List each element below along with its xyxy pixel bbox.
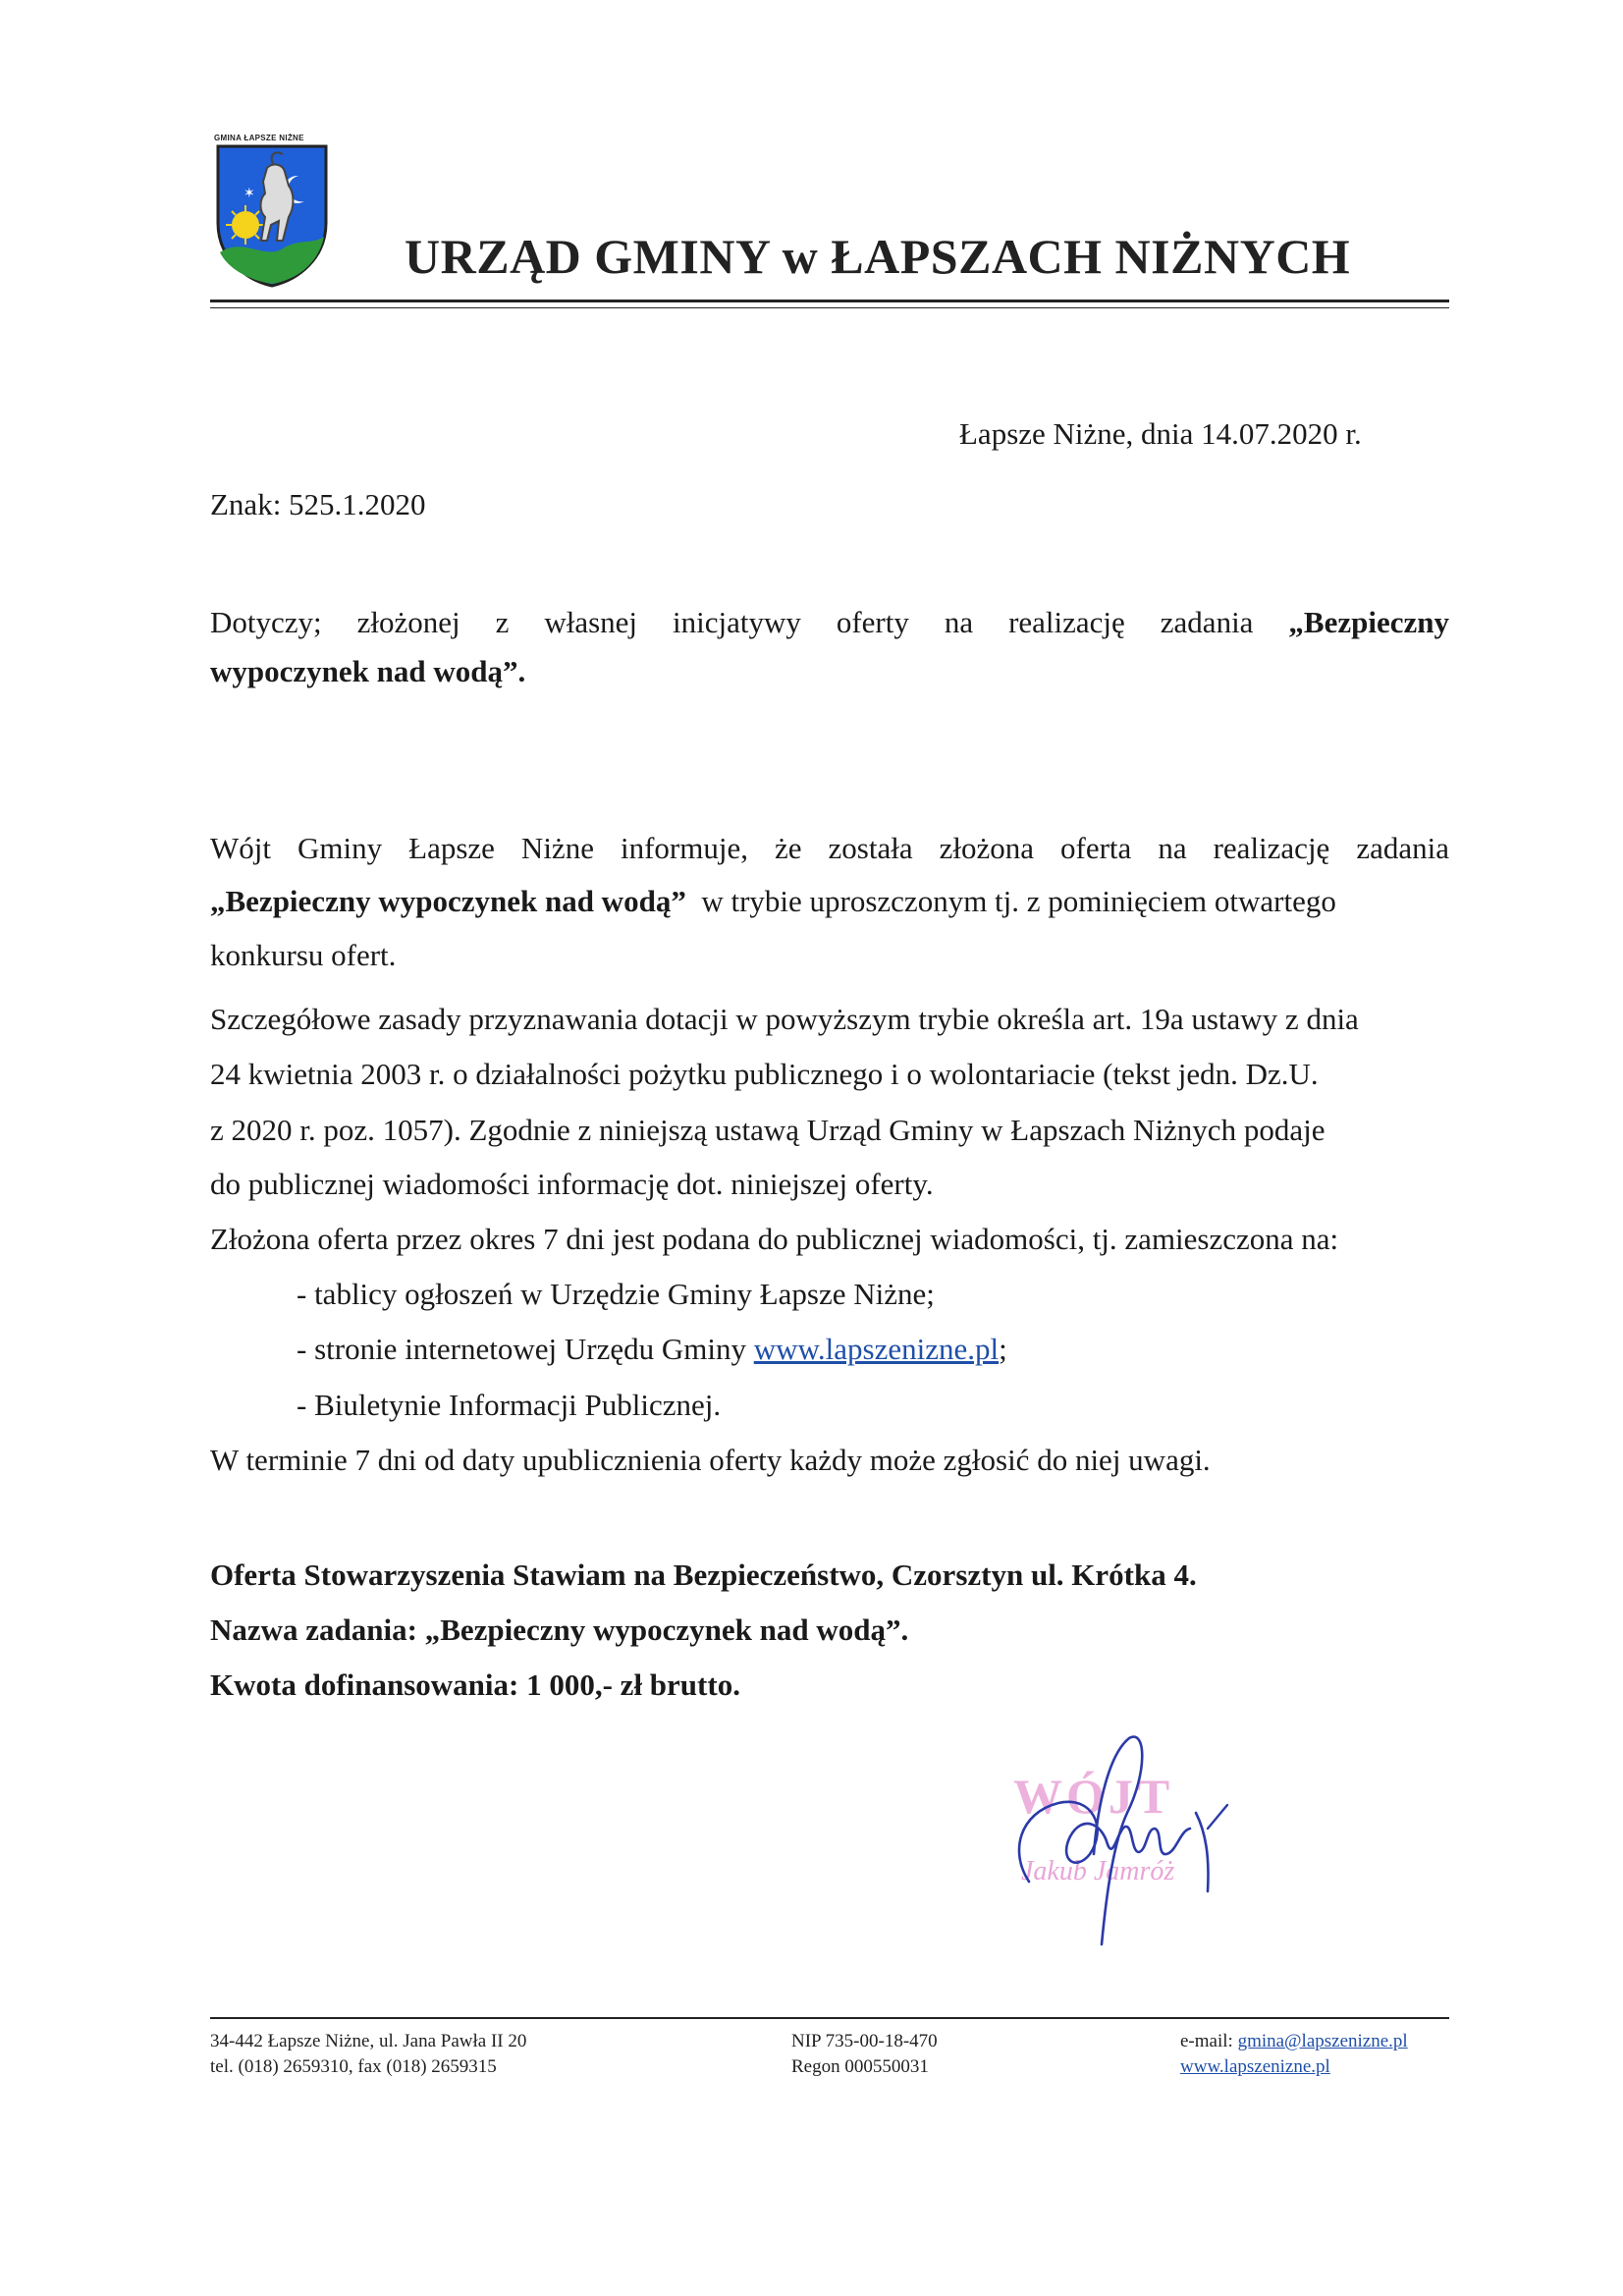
offer-organization: Oferta Stowarzyszenia Stawiam na Bezpieczeństwo, Czorsztyn ul. Krótka 4.: [210, 1558, 1197, 1592]
body-text: w trybie uproszczonym tj. z pominięciem otwartego: [685, 884, 1336, 918]
list-item: [297, 1326, 1007, 1372]
body-paragraph-3-line-1: Złożona oferta przez okres 7 dni jest podana do publicznej wiadomości, tj. zamieszczona na:: [210, 1222, 1339, 1256]
footer-address: [210, 2029, 526, 2080]
body-paragraph-2-line-1: Szczegółowe zasady przyznawania dotacji w powyższym trybie określa art. 19a ustawy z dnia: [210, 1002, 1359, 1036]
svg-text:✶: ✶: [243, 186, 255, 201]
list-item: - Biuletynie Informacji Publicznej.: [297, 1388, 722, 1422]
footer-phone-line: tel. (018) 2659310, fax (018) 2659315: [210, 2056, 497, 2077]
body-paragraph-2-line-3: z 2020 r. poz. 1057). Zgodnie z niniejszą ustawą Urząd Gminy w Łapszach Niżnych podaje: [210, 1113, 1325, 1147]
footer-nip: NIP 735-00-18-470: [791, 2031, 938, 2051]
footer-email-label: e-mail:: [1180, 2031, 1238, 2051]
date-line: Łapsze Niżne, dnia 14.07.2020 r.: [959, 416, 1362, 451]
subject-line-2: wypoczynek nad wodą”.: [210, 654, 526, 688]
offer-task-name: Nazwa zadania: „Bezpieczny wypoczynek nad wodą”.: [210, 1613, 909, 1647]
footer-regon: Regon 000550031: [791, 2056, 929, 2077]
footer-address-line: 34-442 Łapsze Niżne, ul. Jana Pawła II 20: [210, 2031, 527, 2051]
body-paragraph-1-line-1: Wójt Gminy Łapsze Niżne informuje, że została złożona oferta na realizację zadania: [210, 831, 1449, 865]
office-title: URZĄD GMINY w ŁAPSZACH NIŻNYCH: [405, 229, 1351, 284]
list-item-text: - stronie internetowej Urzędu Gminy: [297, 1332, 754, 1366]
list-item-text: ;: [999, 1332, 1007, 1366]
crest-caption: GMINA ŁAPSZE NIŻNE: [214, 134, 304, 142]
signature-block: [1000, 1734, 1245, 1950]
subject-line-1: [210, 599, 1449, 645]
body-paragraph-4-line-1: W terminie 7 dni od daty upublicznienia oferty każdy może zgłosić do niej uwagi.: [210, 1443, 1211, 1477]
municipality-crest: [214, 134, 330, 291]
stamp-title: WÓJT: [1013, 1769, 1174, 1824]
header-divider-thin: [210, 307, 1449, 308]
footer-registry: [791, 2029, 938, 2080]
subject-text: Dotyczy; złożonej z własnej inicjatywy oferty na realizację zadania: [210, 605, 1289, 639]
list-item: - tablicy ogłoszeń w Urzędzie Gminy Łapsze Niżne;: [297, 1277, 935, 1311]
header-divider-thick: [210, 300, 1449, 302]
coat-of-arms-icon: [214, 142, 330, 288]
footer-divider: [210, 2017, 1449, 2019]
body-paragraph-1-line-2: [210, 878, 1449, 924]
body-paragraph-2-line-2: 24 kwietnia 2003 r. o działalności pożytku publicznego i o wolontariacie (tekst jedn. Dz.U.: [210, 1057, 1319, 1091]
footer-contact: [1180, 2029, 1408, 2080]
footer-website-link[interactable]: www.lapszenizne.pl: [1180, 2056, 1330, 2077]
offer-amount: Kwota dofinansowania: 1 000,- zł brutto.: [210, 1667, 740, 1702]
body-paragraph-2-line-4: do publicznej wiadomości informację dot. niniejszej oferty.: [210, 1167, 934, 1201]
task-name-bold: „Bezpieczny wypoczynek nad wodą”: [210, 884, 686, 918]
subject-task-name: „Bezpieczny: [1288, 605, 1449, 639]
handwritten-signature: [1000, 1734, 1245, 1950]
footer-email-link[interactable]: gmina@lapszenizne.pl: [1237, 2031, 1408, 2051]
website-link[interactable]: www.lapszenizne.pl: [753, 1332, 1000, 1366]
stamp-name: Jakub Jamróż: [1021, 1856, 1175, 1886]
body-paragraph-1-line-3: konkursu ofert.: [210, 938, 397, 972]
reference-number: Znak: 525.1.2020: [210, 487, 426, 521]
